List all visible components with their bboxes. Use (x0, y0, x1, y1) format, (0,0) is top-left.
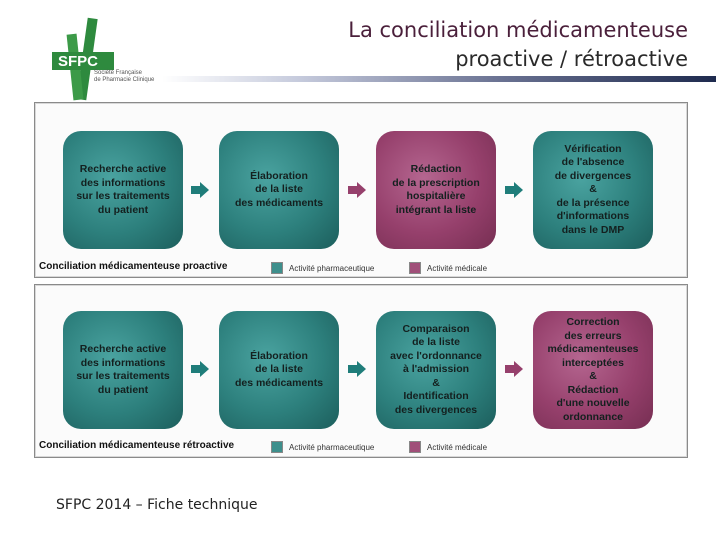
proactive-step-1: Recherche active des informations sur les traitements du patient (63, 131, 183, 249)
arrow-icon (505, 361, 523, 377)
retroactive-step-1: Recherche active des informations sur les traitements du patient (63, 311, 183, 429)
pharma-swatch-icon (271, 441, 283, 453)
footer-text: SFPC 2014 – Fiche technique (56, 497, 258, 513)
arrow-icon (191, 361, 209, 377)
proactive-panel (34, 102, 688, 278)
arrow-icon (348, 182, 366, 198)
pharma-swatch-icon (271, 262, 283, 274)
retroactive-step-3: Comparaison de la liste avec l'ordonnance à l'admission & Identification des divergences (376, 311, 496, 429)
proactive-step-4: Vérification de l'absence de divergences & de la présence d'informations dans le DMP (533, 131, 653, 249)
proactive-step-3: Rédaction de la prescription hospitalière intégrant la liste (376, 131, 496, 249)
logo-subtitle: Société Française de Pharmacie Clinique (94, 70, 155, 83)
sfpc-logo (48, 16, 166, 102)
retroactive-step-2: Élaboration de la liste des médicaments (219, 311, 339, 429)
arrow-icon (348, 361, 366, 377)
retroactive-step-4: Correction des erreurs médicamenteuses interceptées & Rédaction d'une nouvelle ordonnance (533, 311, 653, 429)
proactive-step-2: Élaboration de la liste des médicaments (219, 131, 339, 249)
title-line-2: proactive / rétroactive (455, 47, 688, 71)
retroactive-label: Conciliation médicamenteuse rétroactive (39, 440, 235, 451)
medical-swatch-icon (409, 441, 421, 453)
retroactive-panel (34, 284, 688, 458)
legend-pharma: Activité pharmaceutique (271, 262, 374, 274)
logo-acronym: SFPC (58, 53, 99, 70)
medical-swatch-icon (409, 262, 421, 274)
arrow-icon (505, 182, 523, 198)
slide-title (348, 16, 688, 74)
legend-medical: Activité médicale (409, 441, 487, 453)
proactive-label: Conciliation médicamenteuse proactive (39, 261, 228, 272)
legend-pharma: Activité pharmaceutique (271, 441, 374, 453)
title-divider (162, 76, 716, 82)
arrow-icon (191, 182, 209, 198)
title-line-1: La conciliation médicamenteuse (348, 18, 688, 42)
legend-medical: Activité médicale (409, 262, 487, 274)
